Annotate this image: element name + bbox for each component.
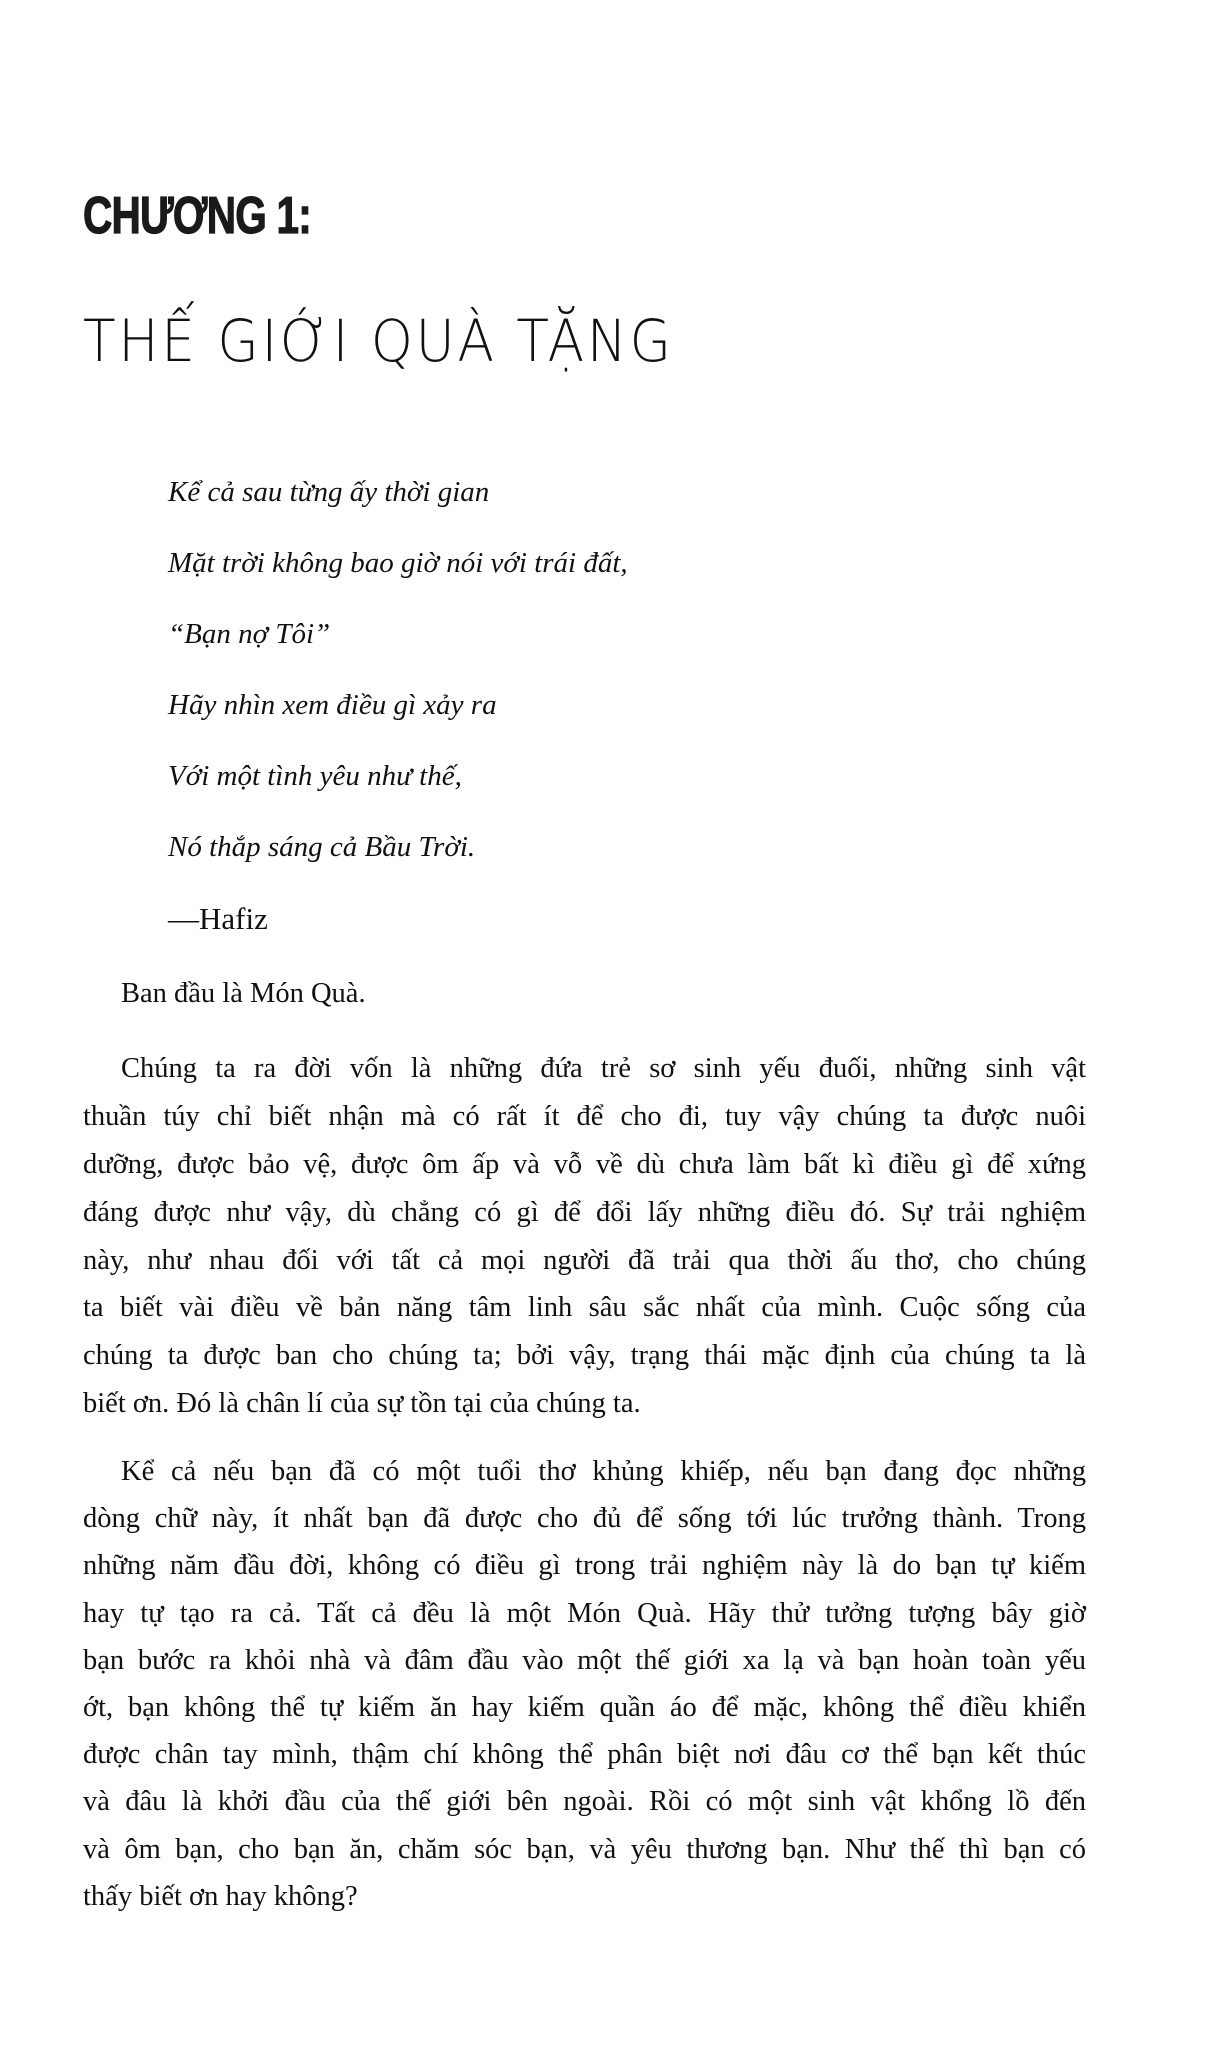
poem-line: Mặt trời không bao giờ nói với trái đất,: [168, 547, 628, 579]
paragraph-2: [83, 1448, 1086, 1920]
body-line: Kể cả nếu bạn đã có một tuổi thơ khủng khiếp, nếu bạn đang đọc những: [121, 1456, 1086, 1487]
body-line: chúng ta được ban cho chúng ta; bởi vậy, trạng thái mặc định của chúng ta là: [83, 1340, 1086, 1372]
body-line: và đâu là khởi đầu của thế giới bên ngoài. Rồi có một sinh vật khổng lồ đến: [83, 1786, 1086, 1818]
body-line: và ôm bạn, cho bạn ăn, chăm sóc bạn, và yêu thương bạn. Như thế thì bạn có: [83, 1833, 1086, 1865]
poem-line: Kể cả sau từng ấy thời gian: [168, 476, 490, 508]
body-line: thấy biết ơn hay không?: [83, 1880, 358, 1912]
body-line: hay tự tạo ra cả. Tất cả đều là một Món Quà. Hãy thử tưởng tượng bây giờ: [83, 1597, 1086, 1629]
body-line: ta biết vài điều về bản năng tâm linh sâu sắc nhất của mình. Cuộc sống của: [83, 1292, 1086, 1324]
body-line: thuần túy chỉ biết nhận mà có rất ít để cho đi, tuy vậy chúng ta được nuôi: [83, 1100, 1086, 1132]
poem-line: Với một tình yêu như thế,: [168, 760, 462, 792]
poem-line: Hãy nhìn xem điều gì xảy ra: [168, 689, 497, 721]
body-line: biết ơn. Đó là chân lí của sự tồn tại của chúng ta.: [83, 1388, 641, 1420]
body-line: ớt, bạn không thể tự kiếm ăn hay kiếm quần áo để mặc, không thể điều khiển: [83, 1691, 1086, 1723]
body-line: dưỡng, được bảo vệ, được ôm ấp và vỗ về dù chưa làm bất kì điều gì để xứng: [83, 1148, 1086, 1180]
poem-line: Nó thắp sáng cả Bầu Trời.: [168, 831, 476, 863]
opening-sentence: [83, 970, 1086, 1018]
body-line: Ban đầu là Món Quà.: [121, 978, 366, 1009]
body-line: bạn bước ra khỏi nhà và đâm đầu vào một thế giới xa lạ và bạn hoàn toàn yếu: [83, 1644, 1086, 1676]
body-line: được chân tay mình, thậm chí không thể phân biệt nơi đâu cơ thể bạn kết thúc: [83, 1739, 1086, 1771]
body-line: đáng được như vậy, dù chẳng có gì để đổi lấy những điều đó. Sự trải nghiệm: [83, 1196, 1086, 1228]
poem-author: —Hafiz: [168, 901, 268, 936]
body-line: những năm đầu đời, không có điều gì trong trải nghiệm này là do bạn tự kiếm: [83, 1550, 1086, 1582]
chapter-title: THẾ GIỚI QUÀ TẶNG: [83, 307, 674, 375]
body-line: này, như nhau đối với tất cả mọi người đã trải qua thời ấu thơ, cho chúng: [83, 1244, 1086, 1276]
chapter-label: CHƯƠNG 1:: [83, 187, 311, 245]
body-line: dòng chữ này, ít nhất bạn đã được cho đủ để sống tới lúc trưởng thành. Trong: [83, 1503, 1086, 1535]
epigraph-poem: [168, 457, 628, 954]
body-line: Chúng ta ra đời vốn là những đứa trẻ sơ sinh yếu đuối, những sinh vật: [121, 1053, 1086, 1084]
poem-line: “Bạn nợ Tôi”: [168, 618, 331, 650]
paragraph-1: [83, 1045, 1086, 1428]
